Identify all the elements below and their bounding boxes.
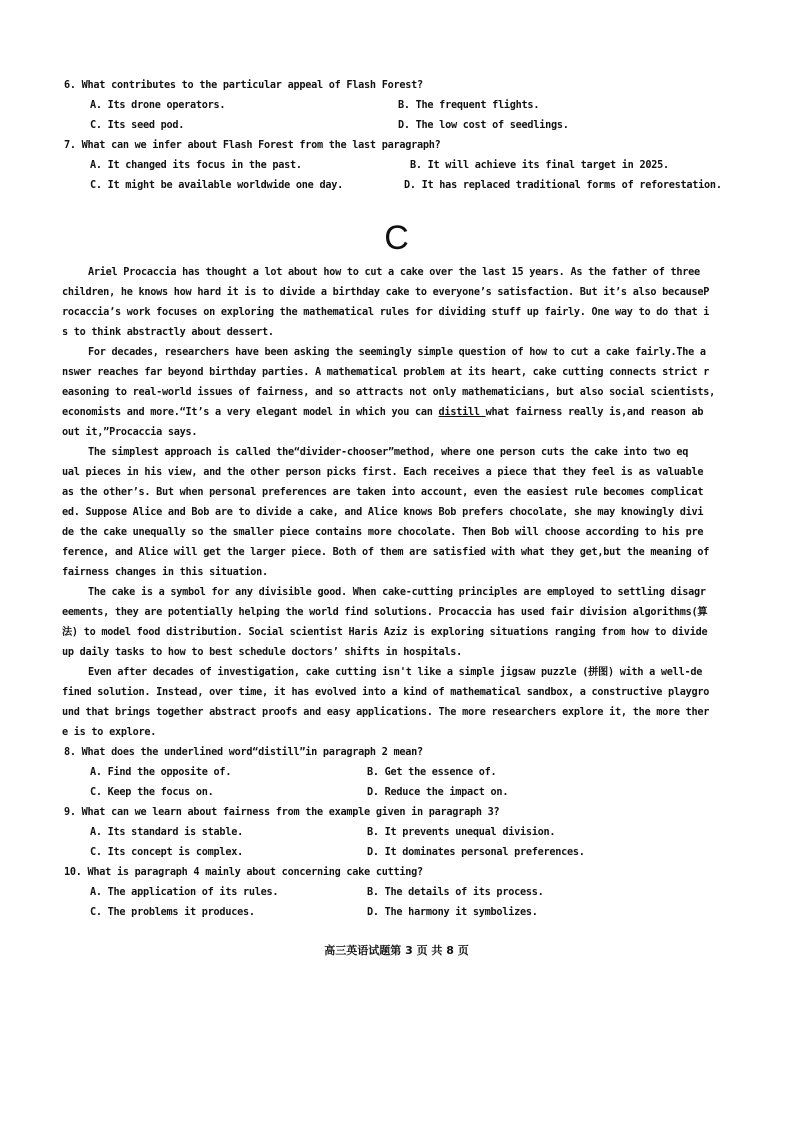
passage-line: de the cake unequally so the smaller piece contains more chocolate. Then Bob will choose according to his pre — [62, 527, 704, 538]
q8-option-c: C. Keep the focus on. — [90, 787, 214, 798]
q10-option-c: C. The problems it produces. — [90, 907, 255, 918]
q10-option-d: D. The harmony it symbolizes. — [367, 907, 538, 918]
q8-option-d: D. Reduce the impact on. — [367, 787, 509, 798]
q6-option-b: B. The frequent flights. — [398, 100, 540, 111]
q7-option-d: D. It has replaced traditional forms of reforestation. — [404, 180, 722, 191]
passage-line: out it,”Procaccia says. — [62, 427, 198, 438]
q6-option-d: D. The low cost of seedlings. — [398, 120, 569, 131]
q6-option-a: A. Its drone operators. — [90, 100, 226, 111]
q9-option-b: B. It prevents unequal division. — [367, 827, 556, 838]
passage-line: up daily tasks to how to best schedule doctors’ shifts in hospitals. — [62, 647, 463, 658]
passage-text: what fairness really is,and reason ab — [485, 407, 704, 418]
passage-line: The cake is a symbol for any divisible good. When cake-cutting principles are employed to settling disagr — [88, 587, 706, 598]
section-title: C — [384, 219, 409, 257]
question-10-stem: 10. What is paragraph 4 mainly about concerning cake cutting? — [64, 867, 423, 878]
passage-line: The simplest approach is called the“divider-chooser”method, where one person cuts the cake into two eq — [88, 447, 689, 458]
question-7-stem: 7. What can we infer about Flash Forest from the last paragraph? — [64, 140, 441, 151]
passage-line: fairness changes in this situation. — [62, 567, 268, 578]
passage-line: rocaccia’s work focuses on exploring the mathematical rules for dividing stuff up fairly. One way to do that i — [62, 307, 710, 318]
q8-option-b: B. Get the essence of. — [367, 767, 497, 778]
q9-option-d: D. It dominates personal preferences. — [367, 847, 585, 858]
q6-option-c: C. Its seed pod. — [90, 120, 185, 131]
passage-line: children, he knows how hard it is to divide a birthday cake to everyone’s satisfaction. But it’s also becauseP — [62, 287, 710, 298]
passage-line: For decades, researchers have been asking the seemingly simple question of how to cut a cake fairly.The a — [88, 347, 706, 358]
q10-option-a: A. The application of its rules. — [90, 887, 279, 898]
q10-option-b: B. The details of its process. — [367, 887, 544, 898]
passage-line: as the other’s. But when personal preferences are taken into account, even the easiest rule becomes complicat — [62, 487, 704, 498]
passage-line: und that brings together abstract proofs and easy applications. The more researchers explore it, the more ther — [62, 707, 710, 718]
q8-option-a: A. Find the opposite of. — [90, 767, 232, 778]
question-9-stem: 9. What can we learn about fairness from the example given in paragraph 3? — [64, 807, 500, 818]
passage-line: Ariel Procaccia has thought a lot about how to cut a cake over the last 15 years. As the father of three — [88, 267, 700, 278]
passage-line — [62, 403, 703, 423]
q7-option-c: C. It might be available worldwide one day. — [90, 180, 343, 191]
passage-line: 法) to model food distribution. Social scientist Haris Aziz is exploring situations ranging from how to divide — [62, 627, 708, 638]
question-8-stem: 8. What does the underlined word“distill”in paragraph 2 mean? — [64, 747, 423, 758]
passage-line: ual pieces in his view, and the other person picks first. Each receives a piece that they feel is as valuable — [62, 467, 704, 478]
q7-option-b: B. It will achieve its final target in 2025. — [410, 160, 669, 171]
underlined-word-distill: distill — [438, 407, 486, 418]
passage-line: fined solution. Instead, over time, it has evolved into a kind of mathematical sandbox, a constructive playgro — [62, 687, 710, 698]
passage-line: ed. Suppose Alice and Bob are to divide a cake, and Alice knows Bob prefers chocolate, she may knowingly divi — [62, 507, 704, 518]
passage-line: ference, and Alice will get the larger piece. Both of them are satisfied with what they get,but the meaning of — [62, 547, 710, 558]
page-footer: 高三英语试题第 3 页 共 8 页 — [324, 944, 469, 957]
q9-option-a: A. Its standard is stable. — [90, 827, 243, 838]
passage-line: eements, they are potentially helping the world find solutions. Procaccia has used fair division algorithms(算 — [62, 607, 708, 618]
passage-line: s to think abstractly about dessert. — [62, 327, 274, 338]
q9-option-c: C. Its concept is complex. — [90, 847, 243, 858]
passage-line: Even after decades of investigation, cake cutting isn't like a simple jigsaw puzzle (拼图) with a well-de — [88, 667, 703, 678]
q7-option-a: A. It changed its focus in the past. — [90, 160, 302, 171]
passage-line: e is to explore. — [62, 727, 157, 738]
passage-text: economists and more.“It’s a very elegant model in which you can — [62, 407, 439, 418]
question-6-stem: 6. What contributes to the particular appeal of Flash Forest? — [64, 80, 423, 91]
passage-line: nswer reaches far beyond birthday parties. A mathematical problem at its heart, cake cutting connects strict r — [62, 367, 710, 378]
passage-line: easoning to real-world issues of fairness, and so attracts not only mathematicians, but also social scientists, — [62, 387, 716, 398]
